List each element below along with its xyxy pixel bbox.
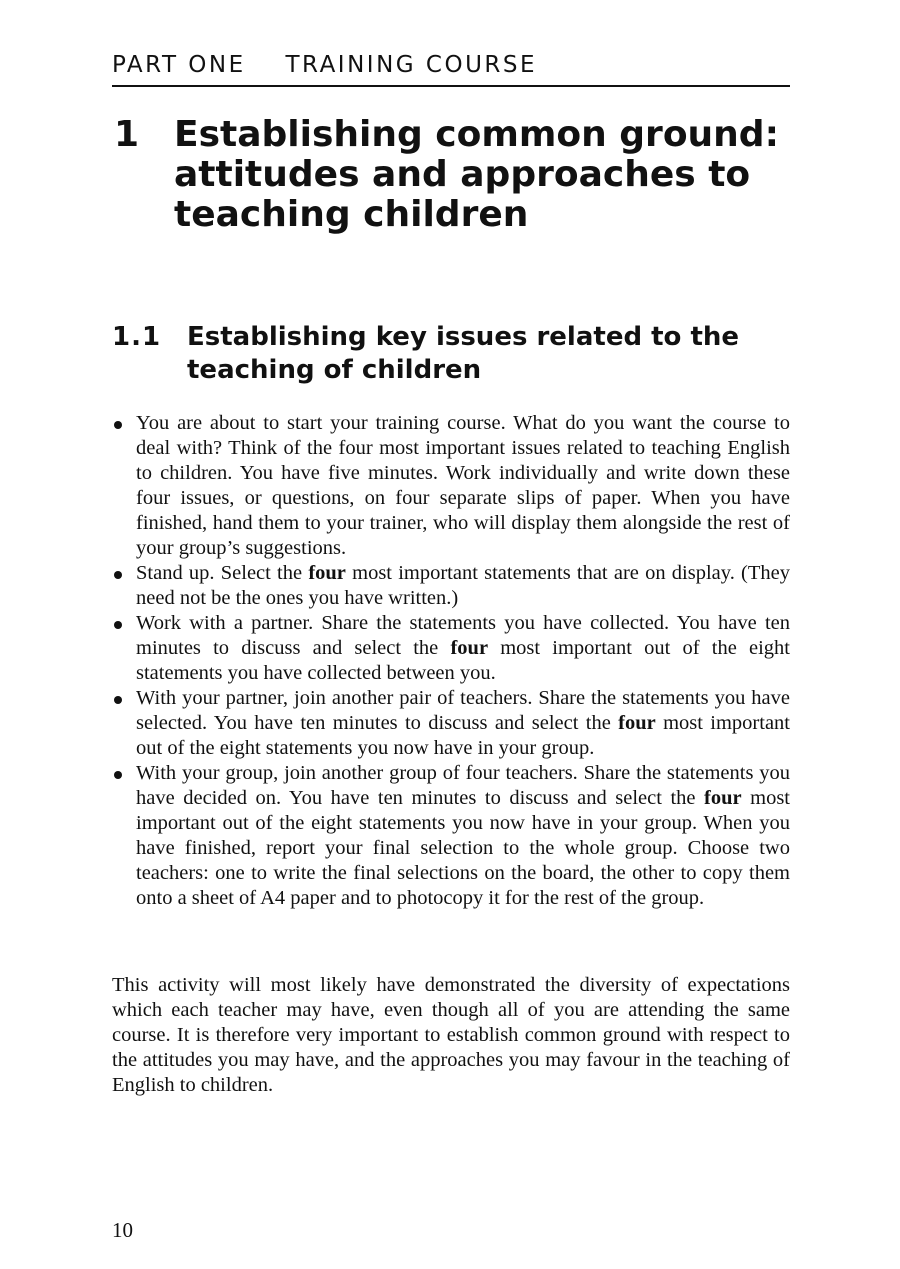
list-item-text: With your partner, join another pair of teachers. Share the statements you have selected. You have ten minutes to discuss and select the — [136, 687, 790, 734]
bullet-icon — [114, 621, 122, 629]
chapter-title-line: attitudes and approaches to — [174, 154, 751, 195]
closing-paragraph: This activity will most likely have demonstrated the diversity of expectations which each teacher may have, even though all of you are attending the same course. It is therefore very important to establish common ground with respect to the attitudes you may have, and the approaches you may favour in the teaching of English to children. — [112, 974, 790, 1096]
running-head — [112, 50, 790, 80]
bullet-icon — [114, 571, 122, 579]
instruction-list — [112, 411, 790, 911]
list-item — [112, 686, 790, 761]
section-title — [187, 321, 802, 387]
list-item — [112, 411, 790, 561]
bullet-icon — [114, 696, 122, 704]
list-item-text: Stand up. Select the — [136, 562, 309, 584]
chapter-title — [174, 115, 802, 235]
section-title-line: Establishing key issues related to the — [187, 322, 740, 352]
section-number: 1.1 — [112, 322, 162, 352]
running-head-part: PART ONE — [112, 52, 246, 78]
page-number: 10 — [112, 1218, 133, 1242]
emphasis: four — [704, 787, 742, 809]
list-item-text: You are about to start your training course. What do you want the course to deal with? Think of the four most important issues related to teaching English to children. You have five minutes. Work individually and write down these four issues, or questions, on four separate slips of paper. When you have finished, hand them to your trainer, who will display them alongside the rest of your group’s suggestions. — [136, 412, 790, 559]
list-item-text: most important out of the eight statements you now have in your group. When you have finished, report your final selection to the whole group. Choose two teachers: one to write the final selections on the board, the other to copy them onto a sheet of A4 paper and to photocopy it for the rest of the group. — [136, 787, 790, 909]
bullet-icon — [114, 421, 122, 429]
chapter-title-line: teaching children — [174, 194, 529, 235]
list-item-text: most important out of the eight statements you now have in your group. — [136, 712, 790, 759]
list-item — [112, 611, 790, 686]
chapter-number: 1 — [114, 114, 140, 155]
bullet-icon — [114, 771, 122, 779]
list-item-text: most important out of the eight statements you have collected between you. — [136, 637, 790, 684]
list-item-text: With your group, join another group of four teachers. Share the statements you have decided on. You have ten minutes to discuss and select the — [136, 762, 790, 809]
emphasis: four — [450, 637, 489, 659]
list-item — [112, 761, 790, 911]
chapter-title-line: Establishing common ground: — [174, 114, 779, 155]
emphasis: four — [308, 562, 346, 584]
header-rule — [112, 85, 790, 87]
section-title-line: teaching of children — [187, 355, 482, 385]
emphasis: four — [618, 712, 656, 734]
list-item-text: most important statements that are on display. (They need not be the ones you have written.) — [136, 562, 790, 609]
list-item — [112, 561, 790, 611]
running-head-course: TRAINING COURSE — [285, 52, 538, 78]
list-item-text: Work with a partner. Share the statements you have collected. You have ten minutes to discuss and select the — [136, 612, 790, 659]
